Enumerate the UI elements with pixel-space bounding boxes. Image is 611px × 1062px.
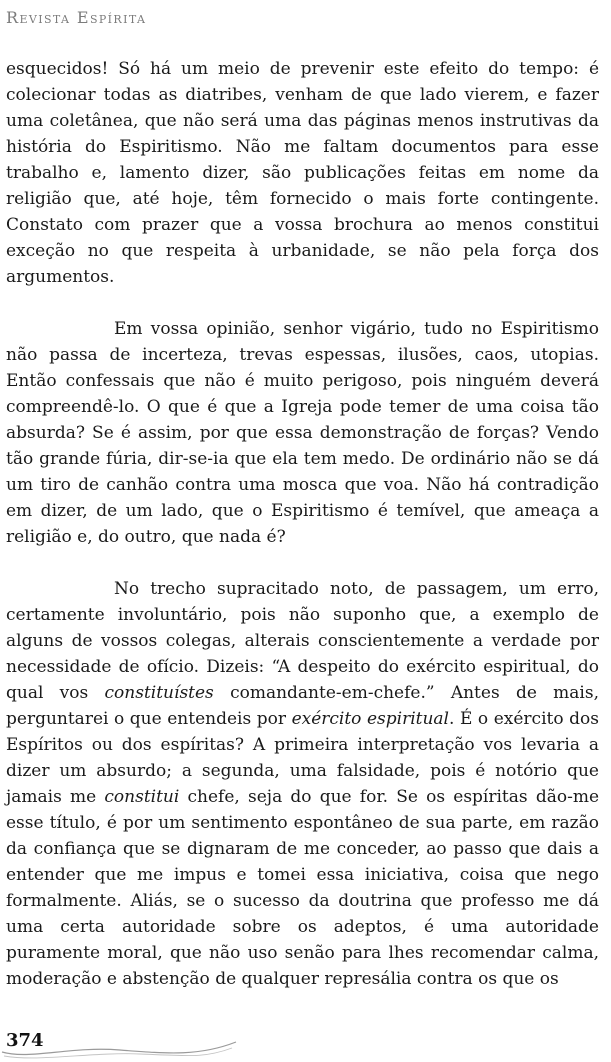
- paragraph-2: Em vossa opinião, senhor vigário, tudo no Espiritismo não passa de incerteza, trevas espessas, ilusões, caos, utopias. Então confessais que não é muito perigoso, pois ninguém deverá compreendê-lo. O que é que a Igreja pode temer de uma coisa tão absurda? Se é assim, por que essa demonstração de forças? Vendo tão grande fúria, dir-se-ia que ela tem medo. De ordinário não se dá um tiro de canhão contra uma mosca que voa. Não há contradição em dizer, de um lado, que o Espiritismo é temível, que ameaça a religião e, do outro, que nada é?: [6, 319, 599, 547]
- paragraph-3-text-1: No trecho supracitado noto, de passagem, um erro, certamente involuntário, pois não suponho que, a exemplo de alguns de vossos colegas, alterais conscientemente a verdade por necessidade de ofício. Dizeis: “A despeito do exército espiritual, do qual vos: [6, 579, 599, 703]
- italic-term-exercito-espiritual: exército espiritual: [291, 709, 449, 729]
- paragraph-3-text-2: comandante-em-chefe.” Antes de mais, perguntarei o que entendeis por: [6, 683, 599, 729]
- page-body: [6, 56, 599, 992]
- running-head: Revista Espírita: [6, 8, 147, 27]
- paragraph-3: [6, 576, 599, 992]
- italic-term-constituistes: constituístes: [104, 683, 214, 703]
- paragraph-3-text-3: . É o exército dos Espíritos ou dos espíritas? A primeira interpretação vos levaria a dizer um absurdo; a segunda, uma falsidade, pois é notório que jamais me: [6, 709, 599, 807]
- italic-term-constitui: constitui: [104, 787, 180, 807]
- paragraph-1: esquecidos! Só há um meio de prevenir este efeito do tempo: é colecionar todas as diatribes, venham de que lado vierem, e fazer uma coletânea, que não será uma das páginas menos instrutivas da história do Espiritismo. Não me faltam documentos para esse trabalho e, lamento dizer, são publicações feitas em nome da religião que, até hoje, têm fornecido o mais forte contingente. Constato com prazer que a vossa brochura ao menos constitui exceção no que respeita à urbanidade, se não pela força dos argumentos.: [6, 59, 599, 287]
- page-number: 374: [6, 1030, 44, 1051]
- page-footer: [0, 1026, 240, 1062]
- paragraph-3-text-4: chefe, seja do que for. Se os espíritas dão-me esse título, é por um sentimento espontâneo de sua parte, em razão da confiança que se dignaram de me conceder, ao passo que dais a entender que me impus e tomei essa iniciativa, coisa que nego formalmente. Aliás, se o sucesso da doutrina que professo me dá uma certa autoridade sobre os adeptos, é uma autoridade puramente moral, que não uso senão para lhes recomendar calma, moderação e abstenção de qualquer represália contra os que os: [6, 787, 599, 989]
